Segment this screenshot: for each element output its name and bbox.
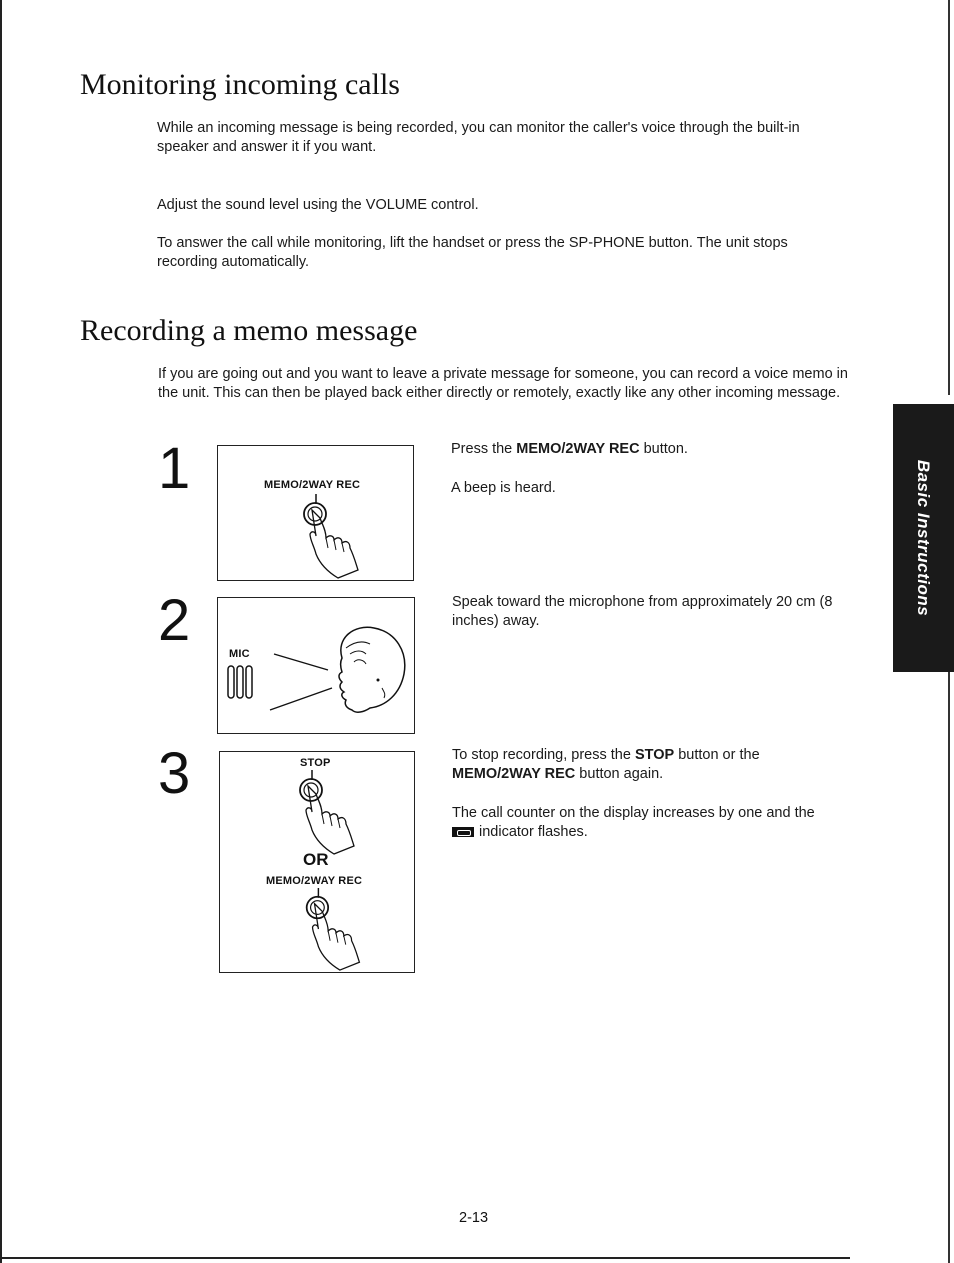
step-1-text-bold: MEMO/2WAY REC <box>516 441 640 457</box>
stop-button-label: STOP <box>300 757 331 769</box>
step-3-text-c: button or the <box>674 747 760 763</box>
monitoring-para-2: Adjust the sound level using the VOLUME control. <box>157 197 479 213</box>
page-left-border <box>0 0 2 1263</box>
side-section-tab <box>893 404 954 672</box>
microphone-grille-icon <box>226 664 256 704</box>
page-bottom-border <box>0 1257 850 1259</box>
finger-press-memo-icon <box>290 888 380 972</box>
or-label: OR <box>303 850 329 869</box>
step-1-text-a: Press the <box>451 441 517 457</box>
step-3-text-a: To stop recording, press the <box>452 747 635 763</box>
step-number-1: 1 <box>158 436 191 501</box>
step-3-text-e: button again. <box>575 766 664 782</box>
step-number-3: 3 <box>158 741 191 806</box>
step-3-text-memo: MEMO/2WAY REC <box>452 766 576 782</box>
memo-button-label: MEMO/2WAY REC <box>264 479 361 491</box>
monitoring-para-3: To answer the call while monitoring, lift the handset or press the SP-PHONE button. The unit stops recording automatically. <box>157 235 788 270</box>
page-number: 2-13 <box>459 1210 489 1226</box>
step-3-note-b: indicator flashes. <box>479 824 588 840</box>
section-title-monitoring: Monitoring incoming calls <box>80 68 400 101</box>
finger-press-stop-icon <box>284 770 374 856</box>
memo-intro-para: If you are going out and you want to leave a private message for someone, you can record a voice memo in the unit. This can then be played back either directly or remotely, exactly like any other incoming message. <box>158 366 848 401</box>
speaking-face-icon <box>266 618 411 730</box>
finger-press-icon <box>288 494 378 580</box>
section-title-memo: Recording a memo message <box>80 314 418 347</box>
step-3-note <box>452 804 862 842</box>
side-tab-label: Basic Instructions <box>914 459 933 617</box>
memo-button-label-2: MEMO/2WAY REC <box>266 875 363 887</box>
page-right-border-lower <box>948 672 950 1263</box>
step-3-text-stop: STOP <box>634 747 675 763</box>
step-1-instruction <box>451 440 851 459</box>
step-2-instruction: Speak toward the microphone from approximately 20 cm (8 inches) away. <box>452 594 833 629</box>
page-right-border <box>948 0 950 395</box>
step-3-note-a: The call counter on the display increases by one and the <box>452 805 815 821</box>
step-1-note: A beep is heard. <box>451 480 556 496</box>
tape-indicator-icon <box>452 827 474 837</box>
monitoring-para-1: While an incoming message is being recorded, you can monitor the caller's voice through the built-in speaker and answer it if you want. <box>157 120 800 155</box>
step-2-illustration <box>217 597 415 734</box>
step-1-illustration <box>217 445 414 581</box>
step-3-illustration <box>219 751 415 973</box>
step-3-instruction <box>452 746 852 784</box>
step-number-2: 2 <box>158 588 191 653</box>
step-1-text-b: button. <box>639 441 688 457</box>
mic-label: MIC <box>229 648 250 660</box>
